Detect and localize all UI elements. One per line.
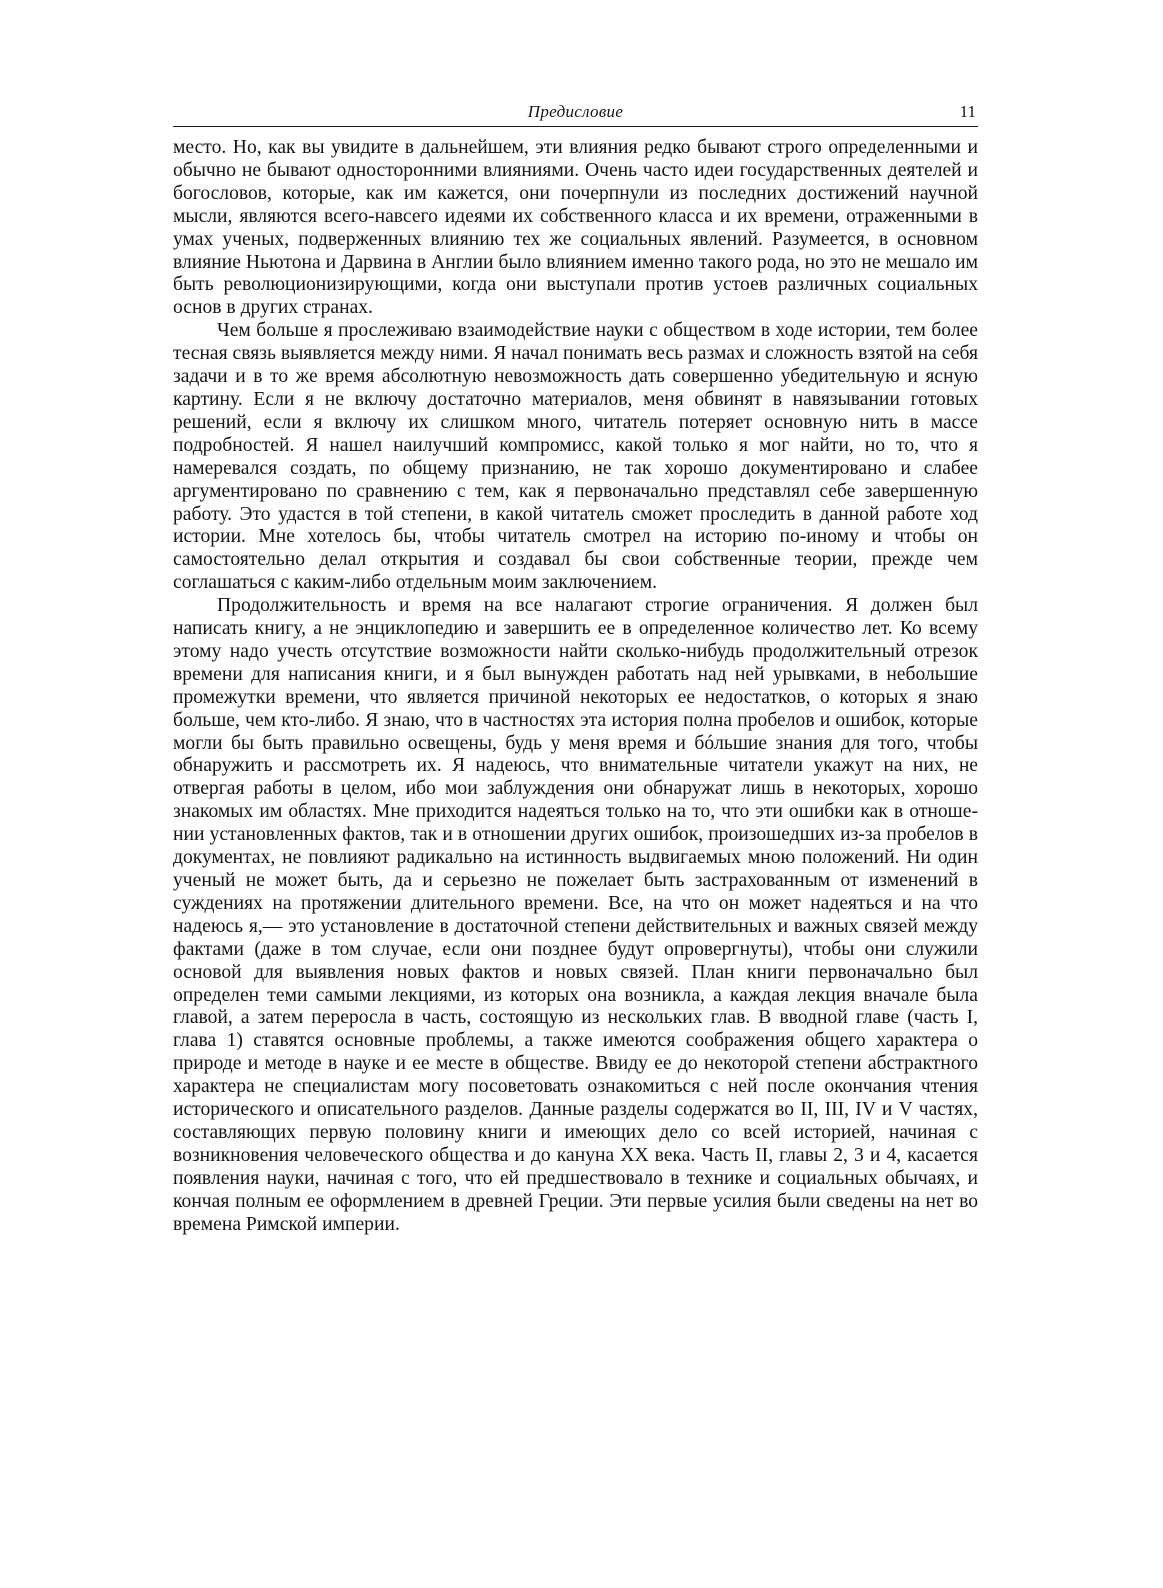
page-number: 11 bbox=[959, 102, 976, 121]
book-page bbox=[173, 100, 978, 1237]
paragraph-3: Продолжительность и время на все налагают строгие ограничения. Я должен был написать книгу, а не энциклопедию и завершить ее в определенное количество лет. Ко всему этому надо учесть отсутствие возможности найти сколько-нибудь продолжительный отрезок времени для написания книги, и я был вынужден работать над ней урывками, в небольшие промежутки времени, что является причиной некоторых ее недостатков, о которых я знаю больше, чем кто-либо. Я знаю, что в частностях эта история полна пробелов и ошибок, которые могли бы быть правильно освещены, будь у меня время и бóльшие знания для того, чтобы обнаружить и рассмотреть их. Я надеюсь, что внимательные читатели укажут на них, не отвергая работы в целом, ибо мои заблуждения они обнаружат лишь в некоторых, хорошо знакомых им областях. Мне приходится надеяться только на то, что эти ошибки как в отношении установленных фактов, так и в отношении других ошибок, произошедших из-за пробелов в документах, не повлияют радикально на истинность выдвигаемых мною положений. Ни один ученый не может быть, да и серьезно не пожелает быть застрахованным от изменений в суждениях на протяжении длительного времени. Все, на что он может надеяться и на что надеюсь я,— это установление в достаточной степени действительных и важных связей между фактами (даже в том случае, если они позднее будут опровергнуты), чтобы они служили основой для выявления новых фактов и новых связей. План книги первоначально был определен теми самыми лекциями, из которых она возникла, а каждая лекция вначале была главой, а затем переросла в часть, состоящую из нескольких глав. В вводной главе (часть I, глава 1) ставятся основные проблемы, а также имеются соображения общего характера о природе и методе в науке и ее месте в обществе. Ввиду ее до некоторой степени абстрактного характера не специалистам могу посоветовать ознакомиться с ней после окончания чтения исторического и описательного разделов. Данные разделы содержатся во II, III, IV и V частях, составляющих первую половину книги и имеющих дело со всей историей, начиная с возникновения человеческого общества и до кануна XX века. Часть II, главы 2, 3 и 4, касается появления науки, начиная с того, что ей предшествовало в технике и социальных обычаях, и кончая полным ее оформлением в древней Греции. Эти первые усилия были сведены на нет во времена Римской империи. bbox=[173, 595, 978, 1235]
body-text bbox=[173, 137, 978, 1237]
header-title: Предисловие bbox=[527, 102, 624, 121]
running-header bbox=[173, 100, 978, 127]
paragraph-1: место. Но, как вы увидите в дальнейшем, эти влияния редко бывают строго определенными и обычно не бывают односторонними влияниями. Очень часто идеи государственных деятелей и богословов, которые, как им кажется, они почерпнули из последних достижений научной мысли, являются всего-навсего идеями их собственного класса и их времени, отраженными в умах ученых, подверженных влиянию тех же социальных явлений. Разумеется, в основном влияние Ньютона и Дарвина в Англии было влиянием именно такого рода, но это не мешало им быть революционизирующими, когда они выступали против устоев различных социальных основ в других странах. bbox=[173, 137, 978, 319]
paragraph-2: Чем больше я прослеживаю взаимодействие науки с обществом в ходе истории, тем более тесная связь выявляется между ними. Я начал понимать весь размах и сложность взятой на себя задачи и в то же время абсолютную невозможность дать совершенно убедительную и ясную картину. Если я не включу достаточно материалов, меня обвинят в навязывании готовых решений, если я включу их слишком много, читатель потеряет основную нить в массе подробностей. Я нашел наилучший компромисс, какой только я мог найти, но то, что я намеревался создать, по общему признанию, не так хорошо документировано и слабее аргументировано по сравнению с тем, как я первоначально представлял себе завершенную работу. Это удастся в той степени, в какой читатель сможет проследить в данной работе ход истории. Мне хотелось бы, чтобы читатель смотрел на историю по-иному и чтобы он самостоятельно делал открытия и создавал бы свои собственные теории, прежде чем соглашаться с каким-либо отдельным моим заключением. bbox=[173, 320, 978, 594]
